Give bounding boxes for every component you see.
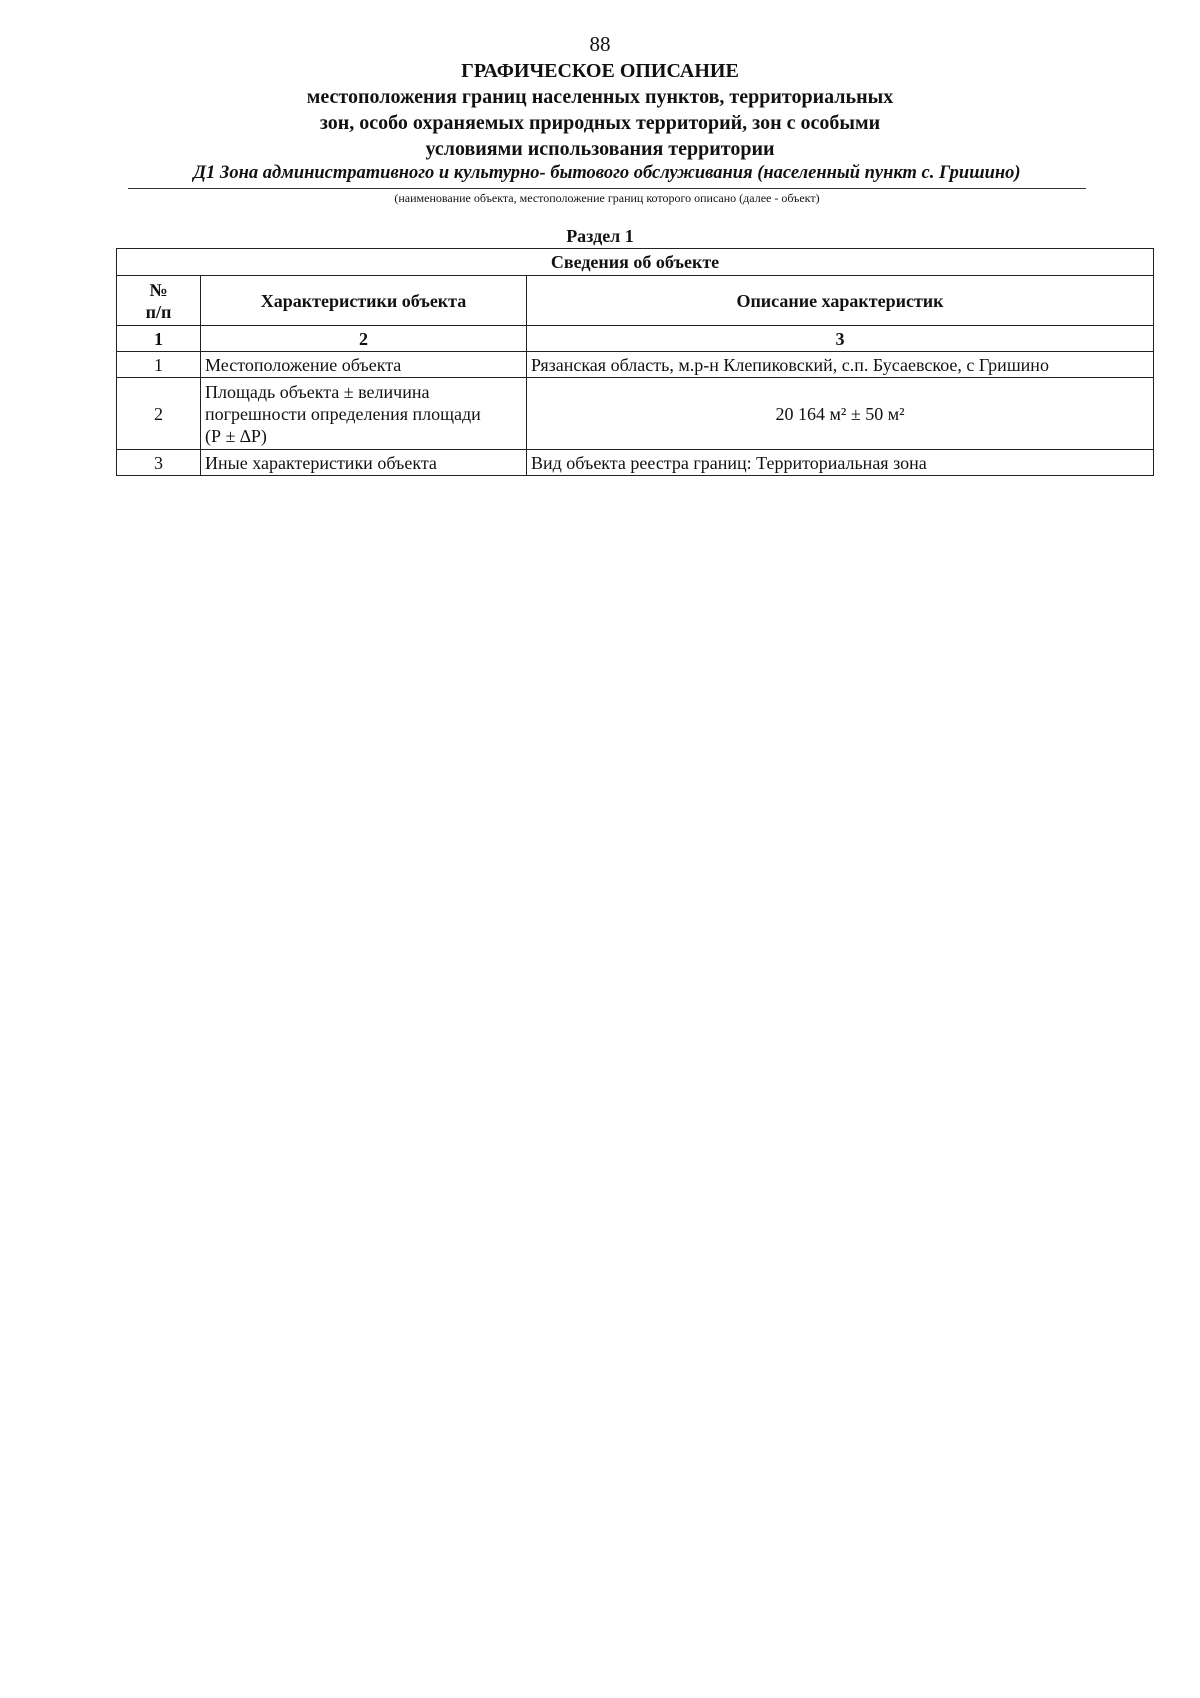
header-characteristic: Характеристики объекта — [201, 276, 527, 326]
column-number-1: 1 — [117, 326, 201, 352]
row-description: 20 164 м² ± 50 м² — [527, 378, 1154, 450]
table-row — [117, 352, 1154, 378]
title-line-4: условиями использования территории — [425, 138, 775, 160]
object-info-table — [116, 248, 1154, 476]
row-number: 2 — [117, 378, 201, 450]
row-characteristic: Местоположение объекта — [201, 352, 527, 378]
row-characteristic: Иные характеристики объекта — [201, 450, 527, 476]
table-column-numbers-row — [117, 326, 1154, 352]
header-number: № п/п — [117, 276, 201, 326]
object-name-underline — [128, 188, 1086, 189]
title-line-3: зон, особо охраняемых природных территорий, зон с особыми — [319, 112, 881, 134]
row-characteristic: Площадь объекта ± величина погрешности определения площади (Р ± ∆Р) — [201, 378, 527, 450]
header-description: Описание характеристик — [527, 276, 1154, 326]
object-name: Д1 Зона административного и культурно- бытового обслуживания (населенный пункт с. Гришино) — [193, 163, 1021, 183]
title-line-1: ГРАФИЧЕСКОЕ ОПИСАНИЕ — [461, 60, 739, 82]
object-caption: (наименование объекта, местоположение границ которого описано (далее - объект) — [394, 191, 820, 205]
table-caption-row — [117, 249, 1154, 276]
row-number: 1 — [117, 352, 201, 378]
table-row — [117, 378, 1154, 450]
section-heading: Раздел 1 — [566, 226, 634, 246]
row-description: Рязанская область, м.р-н Клепиковский, с.п. Бусаевское, с Гришино — [527, 352, 1154, 378]
row-description: Вид объекта реестра границ: Территориальная зона — [527, 450, 1154, 476]
column-number-2: 2 — [201, 326, 527, 352]
row-number: 3 — [117, 450, 201, 476]
page-number: 88 — [589, 32, 611, 56]
column-number-3: 3 — [527, 326, 1154, 352]
table-header-row — [117, 276, 1154, 326]
title-line-2: местоположения границ населенных пунктов, территориальных — [306, 86, 894, 108]
document-title — [0, 58, 1200, 162]
table-row — [117, 450, 1154, 476]
table-caption: Сведения об объекте — [117, 249, 1154, 276]
